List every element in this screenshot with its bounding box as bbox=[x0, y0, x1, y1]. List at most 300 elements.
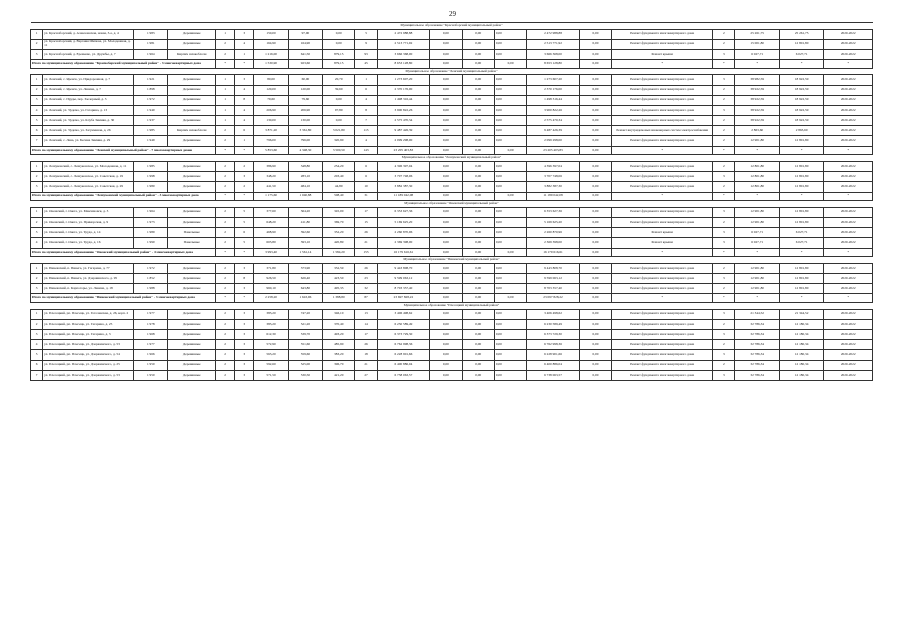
table-cell: Деревянные bbox=[168, 136, 216, 146]
table-cell: 12 801,80 bbox=[779, 274, 823, 284]
table-cell: * bbox=[215, 248, 234, 257]
table-cell: 6 bbox=[355, 172, 377, 182]
table-row bbox=[31, 284, 873, 294]
table-cell: 530,50 bbox=[288, 370, 322, 380]
table-cell: 0,00 bbox=[579, 274, 611, 284]
table-cell: 2 bbox=[713, 29, 735, 39]
table-cell: 0,00 bbox=[430, 126, 462, 136]
table-cell: 493,20 bbox=[323, 330, 355, 340]
total-label: Итого по муниципальному образованию "Пинежский муниципальный район" - 3 многоквартирных дома bbox=[31, 294, 216, 303]
table-cell: 508,40 bbox=[323, 192, 355, 201]
table-cell: 2020-2022 bbox=[824, 319, 873, 329]
table-cell: 25 261,75 bbox=[779, 29, 823, 39]
section-title: Муниципальное образование "Плесецкий муниципальный район" bbox=[31, 303, 873, 310]
table-row bbox=[31, 126, 873, 136]
table-cell: 0,00 bbox=[494, 284, 526, 294]
table-cell: 2 258,20 bbox=[254, 294, 288, 303]
table-cell: 2 bbox=[215, 161, 234, 171]
table-cell: 5 bbox=[355, 29, 377, 39]
table-cell: 2 bbox=[31, 319, 43, 329]
table-cell: 2020-2022 bbox=[824, 182, 873, 192]
table-cell: 0,00 bbox=[579, 60, 611, 69]
table-cell: 2 bbox=[235, 161, 254, 171]
table-cell: 2 513 771,92 bbox=[527, 39, 580, 49]
table-cell: Ремонт фундамента многоквартирного дома bbox=[612, 75, 713, 85]
table-cell: 2 bbox=[215, 340, 234, 350]
table-cell: 2 bbox=[215, 207, 234, 217]
table-cell: * bbox=[824, 60, 873, 69]
table-cell: 1 980 bbox=[134, 182, 168, 192]
table-cell: 26 bbox=[355, 263, 377, 273]
table-cell: 2 370 176,00 bbox=[377, 85, 430, 95]
table-cell: 6 738 063,57 bbox=[377, 370, 430, 380]
table-cell: * bbox=[235, 294, 254, 303]
table-cell: * bbox=[612, 294, 713, 303]
table-cell: 0,00 bbox=[579, 319, 611, 329]
table-cell: 18 922,59 bbox=[779, 85, 823, 95]
table-cell: 0,00 bbox=[579, 284, 611, 294]
table-cell: 3 bbox=[713, 330, 735, 340]
table-cell: 3 707 748,06 bbox=[377, 172, 430, 182]
table-cell: 2 bbox=[713, 360, 735, 370]
table-cell: ул. Онежский, г. Онега, ул. Максимовск, д. 3 bbox=[43, 207, 134, 217]
table-cell: 2 bbox=[215, 182, 234, 192]
table-cell: 0,00 bbox=[494, 136, 526, 146]
table-cell: * bbox=[215, 60, 234, 69]
table-cell: ул. Ленский, ул. Урдома, ул. Клуба Зимняя, д. 30 bbox=[43, 116, 134, 126]
table-cell: Ремонт фундамента многоквартирного дома bbox=[612, 29, 713, 39]
table-cell: 8 653 128,80 bbox=[527, 60, 580, 69]
table-cell: 571,50 bbox=[254, 370, 288, 380]
table-row bbox=[31, 105, 873, 115]
table-cell: 60,00 bbox=[288, 75, 322, 85]
table-cell: 12 801,80 bbox=[779, 39, 823, 49]
table-cell: 2 bbox=[713, 263, 735, 273]
table-cell: 12 180,34 bbox=[779, 360, 823, 370]
table-cell: 12 901,80 bbox=[735, 218, 779, 228]
table-cell: 2 bbox=[215, 319, 234, 329]
table-cell: 2020-2022 bbox=[824, 370, 873, 380]
table-cell: 18 922,59 bbox=[779, 116, 823, 126]
table-cell: Деревянные bbox=[168, 161, 216, 171]
table-cell: 3 bbox=[235, 319, 254, 329]
table-cell: ул. Ленский, с. Яренск, ул. Придорожная, д. 7 bbox=[43, 75, 134, 85]
table-cell: 0,00 bbox=[579, 136, 611, 146]
table-cell: * bbox=[735, 294, 779, 303]
table-cell: 2 bbox=[713, 95, 735, 105]
table-cell: 5 bbox=[31, 116, 43, 126]
table-cell: 93 bbox=[355, 49, 377, 59]
table-cell: 3 993,40 bbox=[254, 248, 288, 257]
table-cell: 521,20 bbox=[288, 319, 322, 329]
table-cell: ул. Красноборский, д. Алексеевская, новая, 3-а, д. 4 bbox=[43, 29, 134, 39]
table-cell: 3 bbox=[713, 370, 735, 380]
table-cell: 2020-2022 bbox=[824, 49, 873, 59]
table-cell: ул. Лешуконский, с. Лешуконское, ул. Советская, д. 29 bbox=[43, 182, 134, 192]
table-cell: 2 bbox=[713, 340, 735, 350]
table-cell: * bbox=[612, 248, 713, 257]
table-row bbox=[31, 29, 873, 39]
table-cell: * bbox=[713, 60, 735, 69]
table-cell: 38 922,59 bbox=[735, 105, 779, 115]
table-cell: 1 966 bbox=[134, 350, 168, 360]
table-cell: 1 bbox=[31, 309, 43, 319]
table-cell: 0,00 bbox=[462, 39, 494, 49]
table-cell: 1 643,96 bbox=[288, 294, 322, 303]
table-cell: 5 853,60 bbox=[254, 146, 288, 155]
table-cell: * bbox=[779, 248, 823, 257]
table-cell: 1 949 bbox=[134, 136, 168, 146]
table-cell: 1 040,88 bbox=[288, 192, 322, 201]
table-cell: 0,00 bbox=[579, 39, 611, 49]
table-cell: 3 900 822,26 bbox=[527, 105, 580, 115]
table-cell: 6 400 886,04 bbox=[377, 360, 430, 370]
table-cell: 411,80 bbox=[288, 218, 322, 228]
table-cell: 0,00 bbox=[462, 29, 494, 39]
table-cell: 1 bbox=[215, 29, 234, 39]
total-row bbox=[31, 146, 873, 155]
table-cell: 796,00 bbox=[288, 136, 322, 146]
table-cell: 0,00 bbox=[462, 350, 494, 360]
table-cell: 12 801,80 bbox=[779, 284, 823, 294]
table-cell: 0,00 bbox=[462, 370, 494, 380]
table-cell: 648,20 bbox=[254, 218, 288, 228]
table-cell: Деревянные bbox=[168, 95, 216, 105]
table-cell: 468,90 bbox=[254, 228, 288, 238]
total-row bbox=[31, 60, 873, 69]
table-cell: 12 180,34 bbox=[779, 319, 823, 329]
table-cell: ул. Лешуконский, с. Лешуконское, ул. Молодежная, д. 11 bbox=[43, 161, 134, 171]
table-cell: 1 981 bbox=[134, 39, 168, 49]
table-cell: 364,20 bbox=[288, 207, 322, 217]
table-cell: Ремонт фундамента многоквартирного дома bbox=[612, 105, 713, 115]
table-cell: 1 bbox=[215, 116, 234, 126]
table-cell: 0,00 bbox=[462, 105, 494, 115]
table-cell: 23 097 828,22 bbox=[527, 294, 580, 303]
table-cell: Панельные bbox=[168, 238, 216, 248]
table-cell: 0,00 bbox=[494, 75, 526, 85]
table-cell: 2 bbox=[215, 370, 234, 380]
table-cell: Деревянные bbox=[168, 360, 216, 370]
table-cell: 0,00 bbox=[579, 218, 611, 228]
table-row bbox=[31, 350, 873, 360]
table-cell: 0,00 bbox=[430, 192, 462, 201]
table-cell: 0,00 bbox=[462, 207, 494, 217]
table-row bbox=[31, 330, 873, 340]
table-cell: 0,00 bbox=[579, 146, 611, 155]
table-cell: 4 396 397,04 bbox=[527, 161, 580, 171]
table-cell: 164,90 bbox=[288, 39, 322, 49]
table-cell: 1 388,80 bbox=[323, 294, 355, 303]
table-cell: Ремонт фундамента многоквартирного дома bbox=[612, 330, 713, 340]
table-cell: 0,00 bbox=[430, 218, 462, 228]
table-cell: Панельные bbox=[168, 228, 216, 238]
table-cell: 0,00 bbox=[430, 105, 462, 115]
table-cell: 2 bbox=[235, 182, 254, 192]
table-cell: 0,00 bbox=[430, 182, 462, 192]
table-cell: 1 978 bbox=[134, 319, 168, 329]
table-cell: Ремонт фундамента многоквартирного дома bbox=[612, 309, 713, 319]
table-cell: 0,00 bbox=[462, 218, 494, 228]
table-cell: 9 443 808,70 bbox=[377, 263, 430, 273]
table-cell: 0,00 bbox=[430, 248, 462, 257]
table-cell: Деревянные bbox=[168, 207, 216, 217]
table-cell: 559,60 bbox=[288, 350, 322, 360]
table-cell: 386,90 bbox=[254, 161, 288, 171]
table-cell: 2 bbox=[215, 136, 234, 146]
table-cell: 4 bbox=[31, 105, 43, 115]
table-cell: ул. Плесецкий, рп. Плесецк, ул. Гагарина, д. 3 bbox=[43, 330, 134, 340]
table-cell: 8 bbox=[235, 274, 254, 284]
table-cell: 2 bbox=[713, 116, 735, 126]
table-cell: 6 230 589,49 bbox=[377, 319, 430, 329]
table-cell: ул. Ленский, ул. Урдома, ул. Гагарина, д. 13 bbox=[43, 105, 134, 115]
table-cell: 0,00 bbox=[494, 116, 526, 126]
table-cell: 0,00 bbox=[323, 116, 355, 126]
table-cell: 6 762 998,36 bbox=[377, 340, 430, 350]
table-cell: Ремонт фундамента многоквартирного дома bbox=[612, 360, 713, 370]
table-cell: * bbox=[735, 146, 779, 155]
table-cell: 38 982,59 bbox=[735, 75, 779, 85]
table-cell: 12 901,80 bbox=[735, 207, 779, 217]
table-cell: 0,00 bbox=[579, 330, 611, 340]
table-cell: Ремонт фундамента многоквартирного дома bbox=[612, 136, 713, 146]
table-cell: 3 bbox=[713, 75, 735, 85]
table-row bbox=[31, 95, 873, 105]
table-cell: * bbox=[713, 248, 735, 257]
table-cell: 0,00 bbox=[494, 274, 526, 284]
table-cell: * bbox=[235, 248, 254, 257]
table-cell: ул. Онежский, г. Онега, ул. Труда, д. 16 bbox=[43, 238, 134, 248]
table-cell: 0,00 bbox=[430, 350, 462, 360]
table-cell: 2 370 176,00 bbox=[527, 85, 580, 95]
table-row bbox=[31, 238, 873, 248]
table-cell: 44,80 bbox=[323, 182, 355, 192]
table-row bbox=[31, 274, 873, 284]
table-cell: 0,00 bbox=[494, 238, 526, 248]
table-cell: 32 786,34 bbox=[735, 340, 779, 350]
table-cell: 32 786,34 bbox=[735, 360, 779, 370]
table-cell: 6 bbox=[31, 126, 43, 136]
table-cell: ул. Пинежский, п. Пинега, ул. Гагарина, д. 77 bbox=[43, 263, 134, 273]
table-cell: 383,20 bbox=[323, 350, 355, 360]
table-cell: 0,00 bbox=[430, 370, 462, 380]
table-row bbox=[31, 370, 873, 380]
table-cell: 3 bbox=[31, 228, 43, 238]
table-cell: Деревянные bbox=[168, 309, 216, 319]
table-cell: 0,00 bbox=[494, 172, 526, 182]
table-cell: 0,00 bbox=[430, 136, 462, 146]
table-cell: 0,00 bbox=[462, 330, 494, 340]
table-cell: 21 bbox=[355, 360, 377, 370]
table-cell: 2 863,60 bbox=[779, 126, 823, 136]
table-cell: 4 bbox=[31, 340, 43, 350]
table-cell: 9 443 808,70 bbox=[527, 263, 580, 273]
table-cell: 383,20 bbox=[254, 309, 288, 319]
table-cell: 0,00 bbox=[494, 370, 526, 380]
table-cell: 6 230 589,49 bbox=[527, 319, 580, 329]
table-cell: 12 801,80 bbox=[779, 218, 823, 228]
table-cell: 1 898 bbox=[134, 85, 168, 95]
table-cell: 2 bbox=[31, 218, 43, 228]
table-cell: 120,00 bbox=[254, 85, 288, 95]
table-cell: 3 bbox=[713, 238, 735, 248]
table-cell: 392,60 bbox=[288, 228, 322, 238]
table-cell: 45 bbox=[355, 60, 377, 69]
table-cell: 1 bbox=[355, 75, 377, 85]
table-cell: 485,90 bbox=[323, 340, 355, 350]
table-cell: ул. Плесецкий, рп. Плесецк, ул. Дзержинского, д. 53 bbox=[43, 370, 134, 380]
table-cell: ул. Онежский, г. Онега, ул. Приморская, д. 9 bbox=[43, 218, 134, 228]
table-cell: 3 bbox=[235, 284, 254, 294]
table-cell: ул. Ленский, с. Лена, ул. Бесина Зимняя, д. 29 bbox=[43, 136, 134, 146]
table-cell: 1 bbox=[31, 29, 43, 39]
table-cell: * bbox=[779, 192, 823, 201]
table-cell: Ремонт фундамента многоквартирного дома bbox=[612, 350, 713, 360]
table-cell: 0,00 bbox=[462, 146, 494, 155]
table-cell: 6 228 901,66 bbox=[377, 350, 430, 360]
total-label: Итого по муниципальному образованию "Красноборский муниципальный район" - 3 многоквартирных дома bbox=[31, 60, 216, 69]
table-cell: Ремонт крыши bbox=[612, 49, 713, 59]
table-cell: 2020-2022 bbox=[824, 309, 873, 319]
table-cell: 879,15 bbox=[323, 49, 355, 59]
table-cell: 0,00 bbox=[430, 161, 462, 171]
table-cell: ул. Ленский, с. Пруды, пер. Заозерный, д. 3 bbox=[43, 95, 134, 105]
table-cell: 0,00 bbox=[462, 116, 494, 126]
table-cell: 3 666 368,00 bbox=[527, 49, 580, 59]
table-cell: 18 922,59 bbox=[779, 95, 823, 105]
table-cell: 4 348,30 bbox=[288, 146, 322, 155]
table-cell: 0,00 bbox=[462, 126, 494, 136]
table-cell: 1 498 316,44 bbox=[527, 95, 580, 105]
table-cell: 3 bbox=[235, 330, 254, 340]
table-row bbox=[31, 85, 873, 95]
table-cell: 1 983 bbox=[134, 29, 168, 39]
table-cell: 12 180,34 bbox=[779, 350, 823, 360]
table-cell: 1 498 316,44 bbox=[377, 95, 430, 105]
table-cell: 1 985 bbox=[134, 161, 168, 171]
table-cell: 0,00 bbox=[430, 39, 462, 49]
table-cell: 0,00 bbox=[494, 146, 526, 155]
table-cell: 0,00 bbox=[579, 238, 611, 248]
table-row bbox=[31, 319, 873, 329]
table-cell: 25 261,75 bbox=[735, 29, 779, 39]
table-cell: 17 bbox=[355, 207, 377, 217]
table-cell: 3 bbox=[235, 172, 254, 182]
table-row bbox=[31, 340, 873, 350]
table-cell: Ремонт фундамента многоквартирного дома bbox=[612, 95, 713, 105]
table-cell: 2 bbox=[215, 39, 234, 49]
table-cell: Ремонт фундамента многоквартирного дома bbox=[612, 116, 713, 126]
table-cell: 12 180,34 bbox=[779, 370, 823, 380]
table-cell: 441,50 bbox=[254, 182, 288, 192]
table-cell: 0,00 bbox=[462, 360, 494, 370]
table-cell: Ремонт фундамента многоквартирного дома bbox=[612, 370, 713, 380]
table-cell: 0,00 bbox=[579, 172, 611, 182]
table-cell: 3 bbox=[235, 370, 254, 380]
table-cell: 38 922,59 bbox=[735, 116, 779, 126]
table-cell: 2 575 470,34 bbox=[377, 116, 430, 126]
table-cell: 0,00 bbox=[430, 75, 462, 85]
table-cell: 6 bbox=[235, 228, 254, 238]
table-cell: 3 bbox=[713, 350, 735, 360]
table-row bbox=[31, 360, 873, 370]
table-cell: Ремонт фундамента многоквартирного дома bbox=[612, 182, 713, 192]
table-cell: Деревянные bbox=[168, 29, 216, 39]
total-row bbox=[31, 294, 873, 303]
table-cell: 2 bbox=[215, 309, 234, 319]
table-cell: 0,00 bbox=[579, 370, 611, 380]
table-cell: 3 bbox=[31, 49, 43, 59]
table-cell: 18 922,59 bbox=[779, 75, 823, 85]
table-cell: 12 901,80 bbox=[735, 284, 779, 294]
table-cell: 12 801,80 bbox=[779, 161, 823, 171]
table-cell: 155 bbox=[355, 248, 377, 257]
table-cell: 420,89 bbox=[323, 238, 355, 248]
table-cell: 8 bbox=[235, 95, 254, 105]
table-cell: 0,00 bbox=[430, 207, 462, 217]
table-cell: 0,00 bbox=[579, 340, 611, 350]
table-cell: 39,60 bbox=[323, 85, 355, 95]
table-cell: 6 027,71 bbox=[735, 49, 779, 59]
table-cell: 2020-2022 bbox=[824, 263, 873, 273]
table-cell: Кирпич шлакоблочн bbox=[168, 126, 216, 136]
table-cell: 3 406 498,62 bbox=[527, 309, 580, 319]
table-cell: 21 344,52 bbox=[779, 309, 823, 319]
table-cell: Кирпич шлакоблочн bbox=[168, 49, 216, 59]
table-cell: 0,00 bbox=[494, 319, 526, 329]
table-cell: 130,00 bbox=[254, 116, 288, 126]
table-cell: 345,00 bbox=[323, 207, 355, 217]
table-cell: Деревянные bbox=[168, 263, 216, 273]
table-cell: * bbox=[235, 60, 254, 69]
table-cell: 592,60 bbox=[254, 360, 288, 370]
table-cell: 0,00 bbox=[462, 228, 494, 238]
table-cell: 0,00 bbox=[430, 319, 462, 329]
table-cell: 2 bbox=[215, 284, 234, 294]
table-cell: 484,10 bbox=[288, 182, 322, 192]
table-row bbox=[31, 172, 873, 182]
table-cell: 5 bbox=[31, 350, 43, 360]
table-cell: 2020-2022 bbox=[824, 350, 873, 360]
table-cell: 3 bbox=[31, 182, 43, 192]
table-cell: 370,40 bbox=[323, 319, 355, 329]
table-cell: * bbox=[824, 248, 873, 257]
table-cell: Деревянные bbox=[168, 105, 216, 115]
table-cell: 6 762 998,36 bbox=[527, 340, 580, 350]
table-cell: 11 189 042,08 bbox=[377, 192, 430, 201]
table-cell: 143 bbox=[355, 146, 377, 155]
table-cell: 2 863,60 bbox=[735, 126, 779, 136]
table-cell: 1 273 607,20 bbox=[377, 75, 430, 85]
table-cell: 2 bbox=[215, 360, 234, 370]
table-cell: 8 703 357,40 bbox=[527, 284, 580, 294]
table-cell: ул. Красноборский, д. Еремеево, ул. Дружбы, д. 7 bbox=[43, 49, 134, 59]
table-cell: 6 027,71 bbox=[735, 238, 779, 248]
table-cell: 23 205 403,83 bbox=[377, 146, 430, 155]
table-cell: 3 bbox=[235, 309, 254, 319]
table-cell: 747,20 bbox=[288, 309, 322, 319]
section-title: Муниципальное образование "Лешуконский муниципальный район" bbox=[31, 155, 873, 162]
table-cell: 0,00 bbox=[579, 161, 611, 171]
table-row bbox=[31, 75, 873, 85]
table-cell: 12 901,80 bbox=[735, 136, 779, 146]
table-cell: 1 964 bbox=[134, 207, 168, 217]
table-cell: 2 260 870,96 bbox=[527, 228, 580, 238]
table-cell: 396,70 bbox=[323, 360, 355, 370]
table-cell: 0,00 bbox=[579, 29, 611, 39]
table-cell: 6 027,71 bbox=[735, 228, 779, 238]
